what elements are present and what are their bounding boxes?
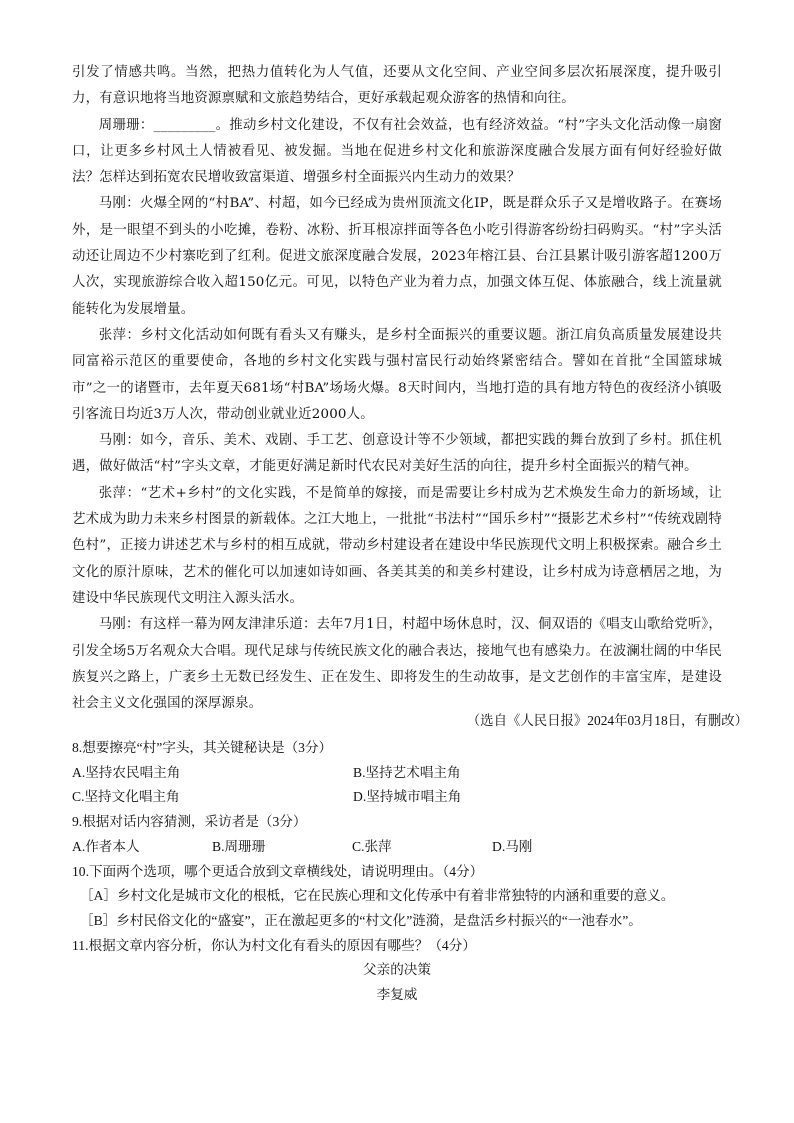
next-article-title: 父亲的决策 <box>363 962 431 978</box>
article-source: （选自《人民日报》2024年03月18日，有删改） <box>466 713 748 728</box>
article-paragraph: 引发了情感共鸣。当然，把热力值转化为人气值，还要从文化空间、产业空间多层次拓展深度，提升吸引力，有意识地将当地资源禀赋和文旅趋势结合，更好承载起观众游客的热情和向往。 <box>72 65 722 107</box>
article-body <box>72 60 722 717</box>
question-8-options-row <box>72 785 752 810</box>
question-section <box>72 736 752 1008</box>
article-paragraph: 周珊珊：_________。推动乡村文化建设，不仅有社会效益，也有经济效益。“村”字头文化活动像一扇窗口，让更多乡村风土人情被看见、被发掘。当地在促进乡村文化和旅游深度融合发展方面有何好经验好做法？怎样达到拓宽农民增收致富渠道、增强乡村全面振兴内生动力的效果？ <box>72 117 722 186</box>
question-9-option-a: A.作者本人 <box>72 838 140 854</box>
question-9-stem: 9.根据对话内容猜测，采访者是（3分） <box>72 814 307 830</box>
article-paragraph: 张萍：乡村文化活动如何既有看头又有赚头，是乡村全面振兴的重要议题。浙江肩负高质量发展建设共同富裕示范区的重要使命，各地的乡村文化实践与强村富民行动始终紧密结合。譬如在首批“全国篮球城市”之一的诸暨市，去年夏天681场“村BA”场场火爆。8天时间内，当地打造的具有地方特色的夜经济小镇吸引客流日均近3万人次，带动创业就业近2000人。 <box>72 327 722 422</box>
question-8-stem: 8.想要擦亮“村”字头，其关键秘诀是（3分） <box>72 740 333 755</box>
question-9-option-d: D.马刚 <box>492 838 533 854</box>
next-article-author: 李复威 <box>376 987 418 1003</box>
article-paragraph: 马刚：有这样一幕为网友津津乐道：去年7月1日，村超中场休息时，汉、侗双语的《唱支山歌给党听》，引发全场5万名观众大合唱。现代足球与传统民族文化的融合表达，接地气也有感染力。在波澜壮阔的中华民族复兴之路上，广袤乡土无数已经发生、正在发生、即将发生的生动故事，是文艺创作的丰富宝库，是建设社会主义文化强国的深厚源泉。 <box>72 617 722 712</box>
question-10-stem: 10.下面两个选项，哪个更适合放到文章横线处，请说明理由。（4分） <box>72 863 484 879</box>
article-paragraph: 张萍：“艺术+乡村”的文化实践，不是简单的嫁接，而是需要让乡村成为艺术焕发生命力的新场域，让艺术成为助力未来乡村图景的新载体。之江大地上，一批批“书法村”“国乐乡村”“摄影艺术乡村”“传统戏剧特色村”，正接力讲述艺术与乡村的相互成就，带动乡村建设者在建设中华民族现代文明上积极探索。融合乡土文化的原汁原味，艺术的催化可以加速如诗如画、各美其美的和美乡村建设，让乡村成为诗意栖居之地，为建设中华民族现代文明注入源头活水。 <box>72 485 722 606</box>
question-8-options-row <box>72 761 752 786</box>
question-9-options-row <box>72 835 752 860</box>
question-10-option-a: ［A］乡村文化是城市文化的根柢，它在民族心理和文化传承中有着非常独特的内涵和重要的意义。 <box>80 888 675 904</box>
question-9-option-c: C.张萍 <box>352 838 392 854</box>
question-8-option-c: C.坚持文化唱主角 <box>72 789 180 805</box>
article-paragraph: 马刚：如今，音乐、美术、戏剧、手工艺、创意设计等不少领域，都把实践的舞台放到了乡村。抓住机遇，做好做活“村”字头文章，才能更好满足新时代农民对美好生活的向往，提升乡村全面振兴的精气神。 <box>72 433 722 475</box>
question-8-option-d: D.坚持城市唱主角 <box>353 789 462 805</box>
question-8-option-a: A.坚持农民唱主角 <box>72 764 181 780</box>
article-paragraph: 马刚：火爆全网的“村BA”、村超，如今已经成为贵州顶流文化IP，既是群众乐子又是增收路子。在赛场外，是一眼望不到头的小吃摊，卷粉、冰粉、折耳根凉拌面等各色小吃引得游客纷纷扫码购买。“村”字头活动还让周边不少村寨吃到了红利。促进文旅深度融合发展，2023年榕江县、台江县累计吸引游客超1200万人次，实现旅游综合收入超150亿元。可见，以特色产业为着力点，加强文体互促、体旅融合，线上流量就能转化为发展增量。 <box>72 196 722 317</box>
question-11-stem: 11.根据文章内容分析，你认为村文化有看头的原因有哪些？（4分） <box>72 937 476 953</box>
question-9-option-b: B.周珊珊 <box>212 838 266 854</box>
question-8-option-b: B.坚持艺术唱主角 <box>353 764 461 780</box>
question-10-option-b: ［B］乡村民俗文化的“盛宴”，正在激起更多的“村文化”涟漪，是盘活乡村振兴的“一池春水”。 <box>80 912 642 928</box>
